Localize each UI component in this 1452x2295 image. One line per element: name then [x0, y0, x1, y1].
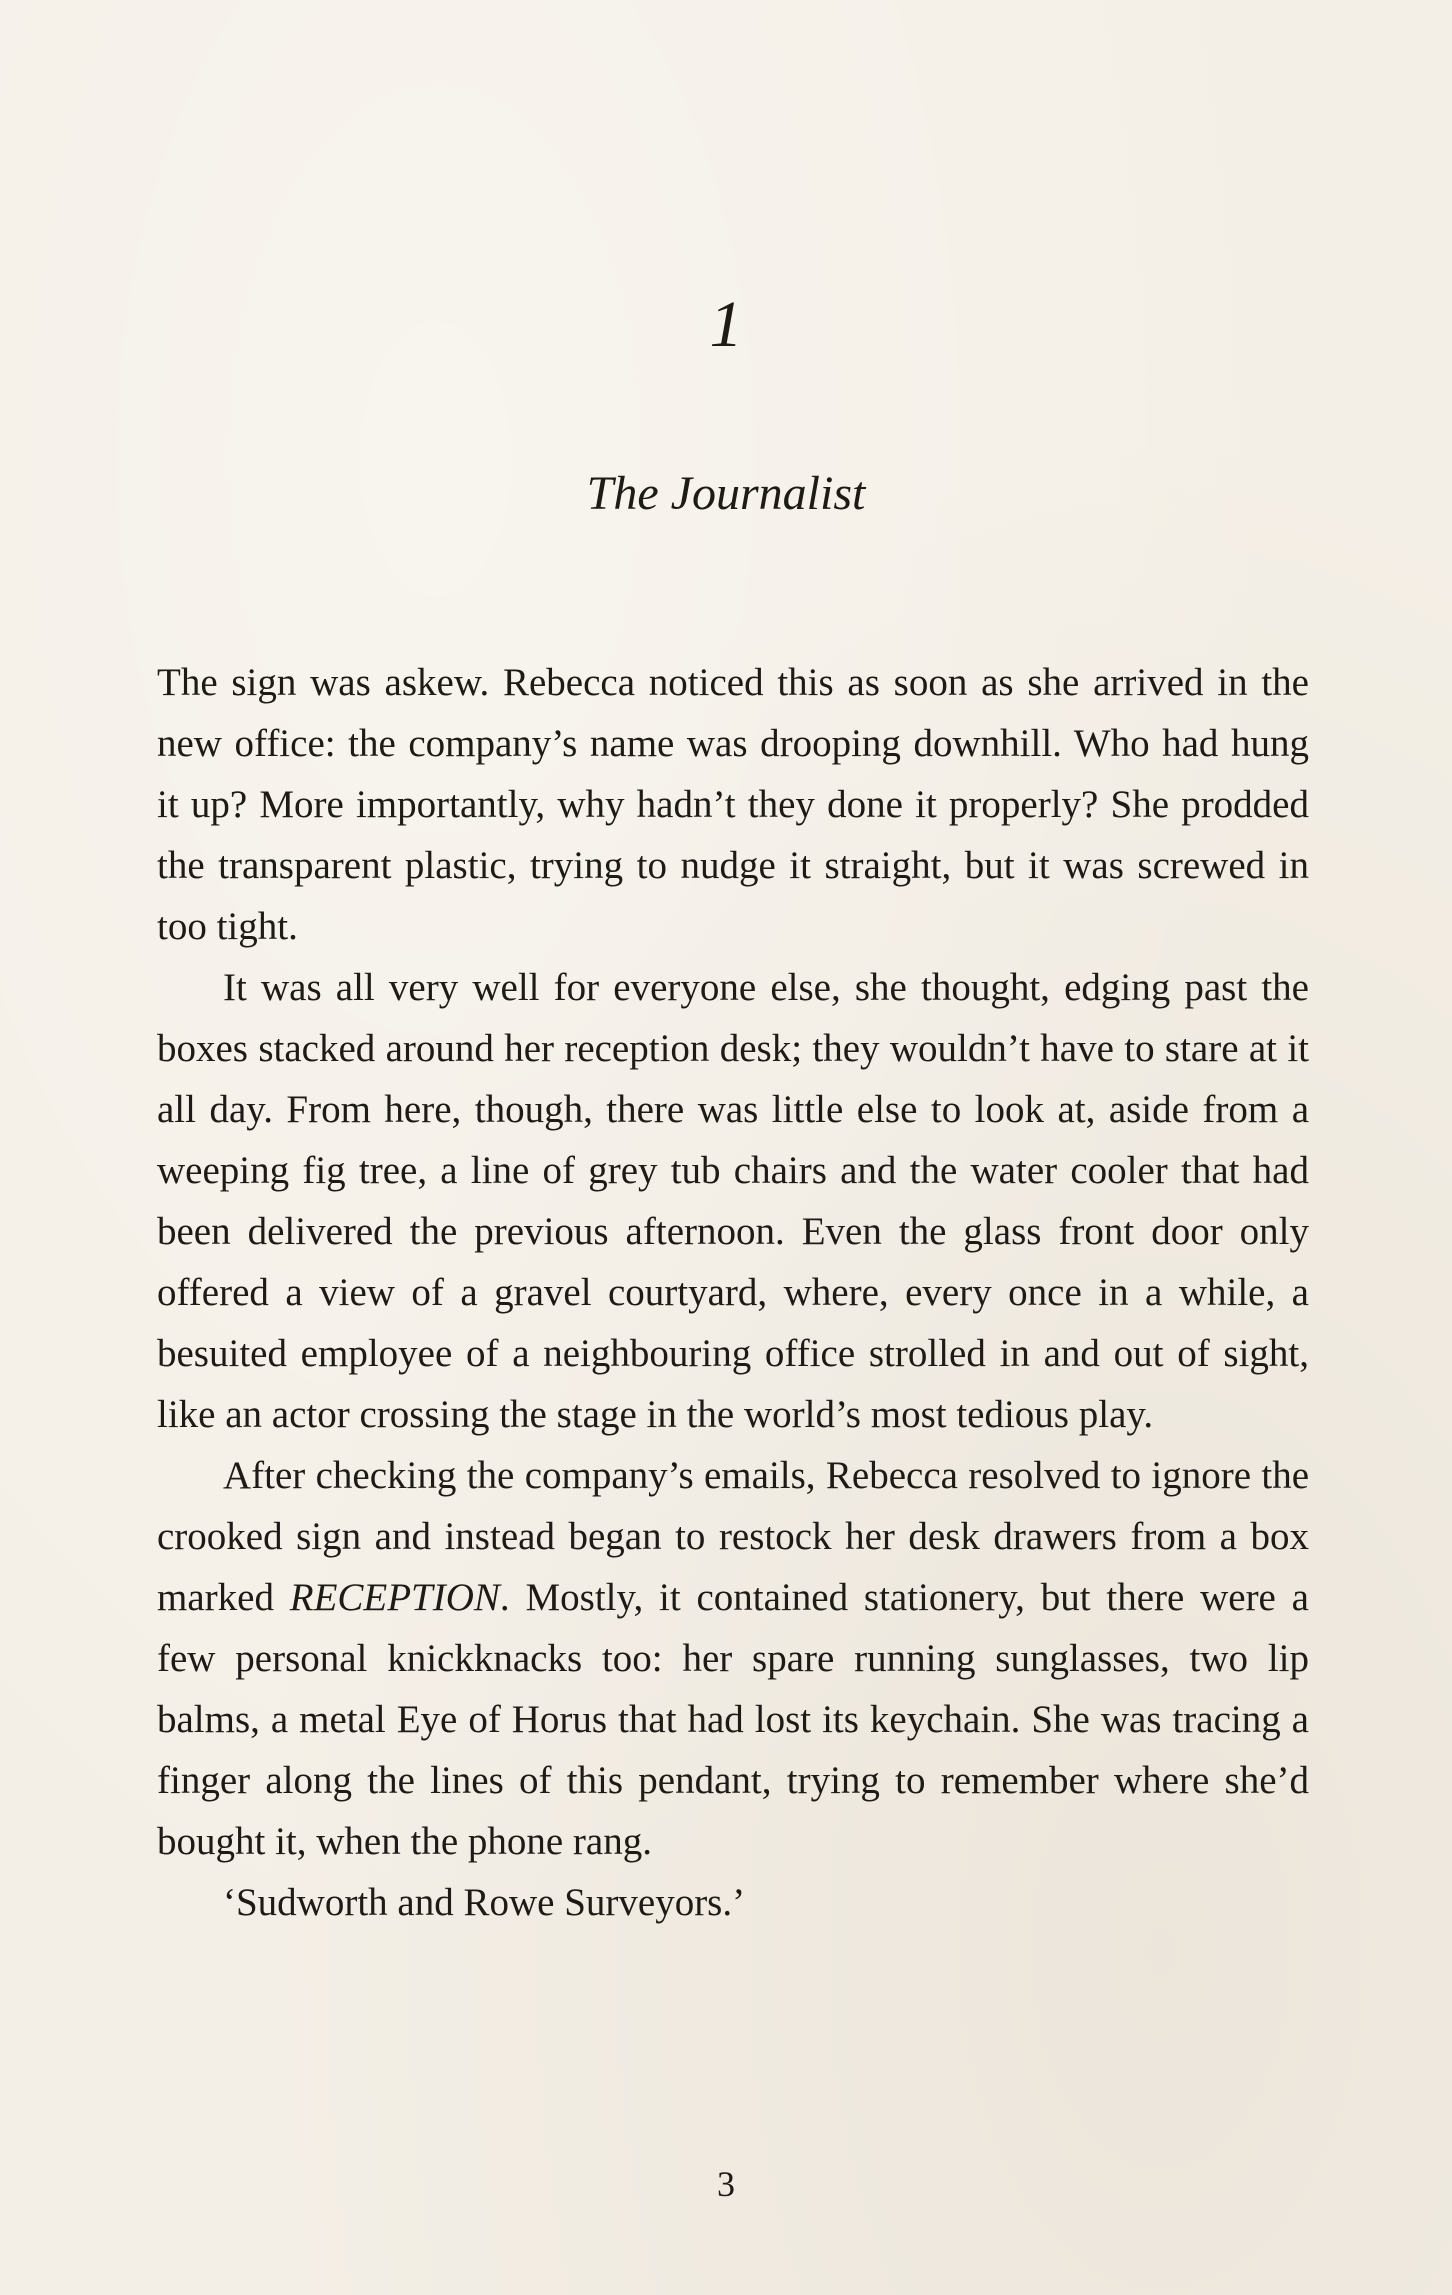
paragraph-4: [157, 1872, 1309, 1933]
paragraph-text: It was all very well for everyone else, she thought, edging past the boxes stacked around her reception desk; they wouldn’t have to stare at it all day. From here, though, there was little else to look at, aside from a weeping fig tree, a line of grey tub chairs and the water cooler that had been delivered the previous afternoon. Even the glass front door only offered a view of a gravel courtyard, where, every once in a while, a besuited employee of a neighbouring office strolled in and out of sight, like an actor crossing the stage in the world’s most tedious play.: [157, 966, 1309, 1436]
chapter-title: The Journalist: [586, 467, 866, 520]
paragraph-1: [157, 652, 1309, 957]
page-number: 3: [717, 2164, 735, 2204]
italic-box-label: RECEPTION: [289, 1576, 500, 1619]
paragraph-2: [157, 957, 1309, 1445]
paragraph-text: ‘Sudworth and Rowe Surveyors.’: [223, 1881, 746, 1924]
paragraph-3: [157, 1445, 1309, 1872]
chapter-body: [157, 652, 1309, 1933]
chapter-number: 1: [709, 288, 743, 361]
paragraph-text: The sign was askew. Rebecca noticed this as soon as she arrived in the new office: the company’s name was drooping downhill. Who had hung it up? More importantly, why hadn’t they done it properly? She prodded the transparent plastic, trying to nudge it straight, but it was screwed in too tight.: [157, 661, 1309, 948]
paragraph-text: After checking the company’s emails, Rebecca resolved to ignore the crooked sign and instead began to restock her desk drawers from a box marked: [157, 1454, 1309, 1619]
paragraph-text: . Mostly, it contained stationery, but there were a few personal knickknacks too: her spare running sunglasses, two lip balms, a metal Eye of Horus that had lost its keychain. She was tracing a finger along the lines of this pendant, trying to remember where she’d bought it, when the phone rang.: [157, 1576, 1309, 1863]
